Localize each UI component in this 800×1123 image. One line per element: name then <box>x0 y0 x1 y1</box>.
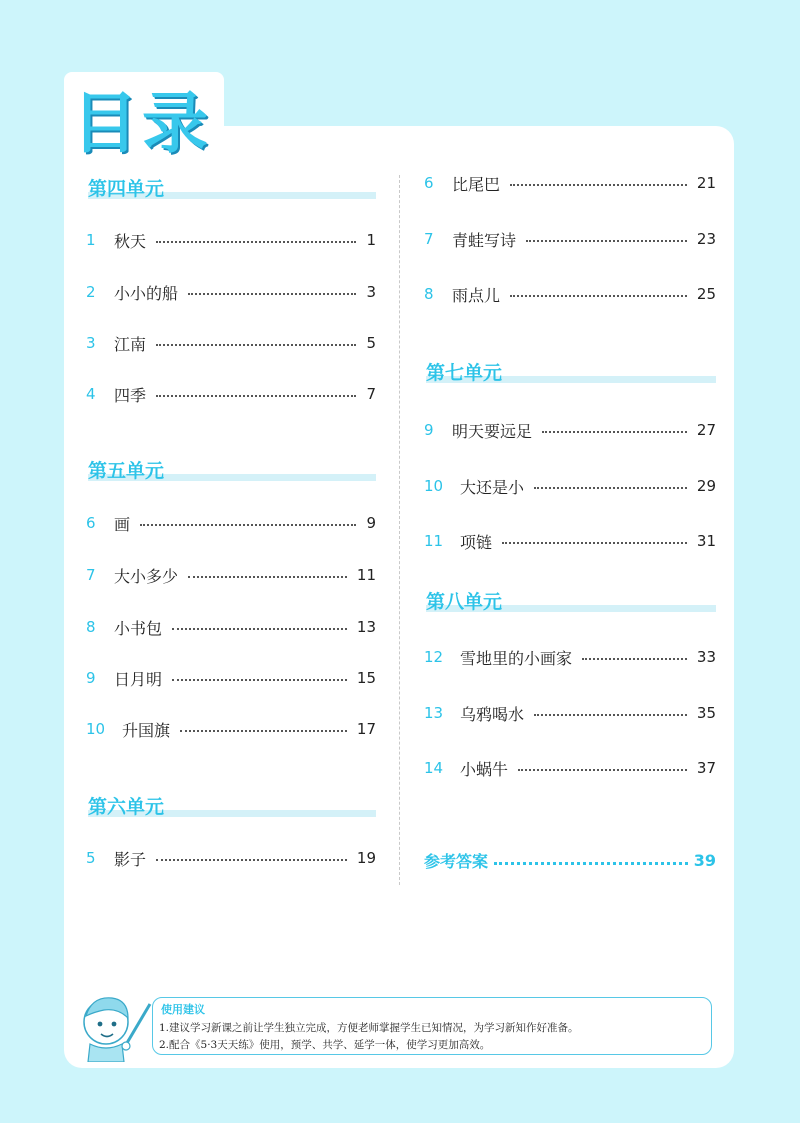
lesson-title: 大小多少 <box>114 566 179 586</box>
page-number: 31 <box>696 532 716 550</box>
unit-heading-5 <box>88 456 376 486</box>
lesson-number: 7 <box>424 230 434 248</box>
lesson-title: 比尾巴 <box>452 174 501 194</box>
page-number: 23 <box>696 230 716 248</box>
leader-dots <box>502 542 687 544</box>
leader-dots <box>156 395 356 397</box>
toc-entry[interactable] <box>424 227 716 251</box>
lesson-title: 项链 <box>460 532 493 552</box>
toc-entry[interactable] <box>86 511 376 535</box>
lesson-number: 13 <box>424 704 444 722</box>
unit-heading-label: 第七单元 <box>426 362 503 384</box>
page-number: 5 <box>366 334 376 352</box>
toc-entry[interactable] <box>86 666 376 690</box>
lesson-number: 11 <box>424 532 444 550</box>
page-number: 29 <box>696 477 716 495</box>
page-title: 目录 <box>72 85 212 162</box>
toc-entry[interactable] <box>424 282 716 306</box>
lesson-number: 9 <box>86 669 96 687</box>
leader-dots <box>156 859 347 861</box>
lesson-number: 8 <box>424 285 434 303</box>
page-number: 19 <box>356 849 376 867</box>
page-number: 9 <box>366 514 376 532</box>
leader-dots <box>156 241 356 243</box>
usage-tips-box <box>152 997 712 1055</box>
tip-line-1: 1.建议学习新课之前让学生独立完成，方便老师掌握学生已知情况，为学习新知作好准备。 <box>159 1022 579 1034</box>
lesson-title: 雪地里的小画家 <box>460 648 573 668</box>
page-number: 25 <box>696 285 716 303</box>
page-number: 21 <box>696 174 716 192</box>
page-number: 35 <box>696 704 716 722</box>
leader-dots <box>188 293 356 295</box>
lesson-title: 雨点儿 <box>452 285 501 305</box>
answers-page-number: 39 <box>693 850 716 870</box>
page-number: 15 <box>356 669 376 687</box>
leader-dots <box>156 344 356 346</box>
lesson-number: 3 <box>86 334 96 352</box>
lesson-title: 小书包 <box>114 618 163 638</box>
lesson-title: 影子 <box>114 849 147 869</box>
unit-heading-8 <box>426 587 716 617</box>
page-number: 7 <box>366 385 376 403</box>
toc-entry[interactable] <box>86 717 376 741</box>
toc-entry[interactable] <box>424 474 716 498</box>
lesson-number: 6 <box>424 174 434 192</box>
toc-entry[interactable] <box>86 846 376 870</box>
lesson-title: 乌鸦喝水 <box>460 704 525 724</box>
toc-entry[interactable] <box>424 645 716 669</box>
unit-heading-label: 第五单元 <box>88 460 165 482</box>
leader-dots <box>534 714 687 716</box>
leader-dots <box>542 431 687 433</box>
lesson-title: 升国旗 <box>122 720 171 740</box>
column-divider <box>399 175 400 885</box>
lesson-number: 7 <box>86 566 96 584</box>
lesson-title: 小小的船 <box>114 283 179 303</box>
tip-line-2: 2.配合《5·3天天练》使用，预学、共学、延学一体，使学习更加高效。 <box>159 1039 491 1051</box>
leader-dots <box>494 862 688 865</box>
tips-title: 使用建议 <box>161 1003 205 1016</box>
lesson-title: 大还是小 <box>460 477 525 497</box>
leader-dots <box>180 730 347 732</box>
leader-dots <box>582 658 687 660</box>
page-number: 27 <box>696 421 716 439</box>
lesson-number: 9 <box>424 421 434 439</box>
toc-entry[interactable] <box>424 756 716 780</box>
leader-dots <box>534 487 687 489</box>
lesson-title: 日月明 <box>114 669 163 689</box>
toc-entry[interactable] <box>424 418 716 442</box>
page-number: 13 <box>356 618 376 636</box>
leader-dots <box>172 679 347 681</box>
leader-dots <box>526 240 687 242</box>
toc-entry[interactable] <box>86 228 376 252</box>
page-number: 3 <box>366 283 376 301</box>
lesson-title: 明天要远足 <box>452 421 533 441</box>
toc-entry[interactable] <box>424 171 716 195</box>
answers-label: 参考答案 <box>424 851 489 871</box>
unit-heading-label: 第四单元 <box>88 178 165 200</box>
lesson-title: 江南 <box>114 334 147 354</box>
lesson-title: 秋天 <box>114 231 147 251</box>
page-number: 11 <box>356 566 376 584</box>
lesson-number: 14 <box>424 759 444 777</box>
toc-entry[interactable] <box>86 382 376 406</box>
lesson-number: 12 <box>424 648 444 666</box>
mascot-illustration <box>74 990 158 1062</box>
page-number: 37 <box>696 759 716 777</box>
toc-entry[interactable] <box>86 331 376 355</box>
leader-dots <box>188 576 347 578</box>
lesson-number: 10 <box>86 720 106 738</box>
lesson-title: 四季 <box>114 385 147 405</box>
unit-heading-4 <box>88 174 376 204</box>
lesson-title: 画 <box>114 514 131 534</box>
lesson-number: 5 <box>86 849 96 867</box>
answers-entry[interactable] <box>424 848 716 872</box>
page-number: 1 <box>366 231 376 249</box>
toc-entry[interactable] <box>424 701 716 725</box>
toc-entry[interactable] <box>86 563 376 587</box>
leader-dots <box>172 628 347 630</box>
toc-entry[interactable] <box>86 615 376 639</box>
lesson-number: 8 <box>86 618 96 636</box>
unit-heading-6 <box>88 792 376 822</box>
lesson-title: 青蛙写诗 <box>452 230 517 250</box>
lesson-number: 6 <box>86 514 96 532</box>
toc-entry[interactable] <box>86 280 376 304</box>
lesson-number: 1 <box>86 231 96 249</box>
leader-dots <box>518 769 687 771</box>
unit-heading-7 <box>426 358 716 388</box>
page-number: 33 <box>696 648 716 666</box>
lesson-number: 10 <box>424 477 444 495</box>
lesson-number: 2 <box>86 283 96 301</box>
leader-dots <box>140 524 356 526</box>
unit-heading-label: 第八单元 <box>426 591 503 613</box>
toc-entry[interactable] <box>424 529 716 553</box>
page-number: 17 <box>356 720 376 738</box>
lesson-title: 小蜗牛 <box>460 759 509 779</box>
leader-dots <box>510 295 687 297</box>
unit-heading-label: 第六单元 <box>88 796 165 818</box>
lesson-number: 4 <box>86 385 96 403</box>
leader-dots <box>510 184 687 186</box>
